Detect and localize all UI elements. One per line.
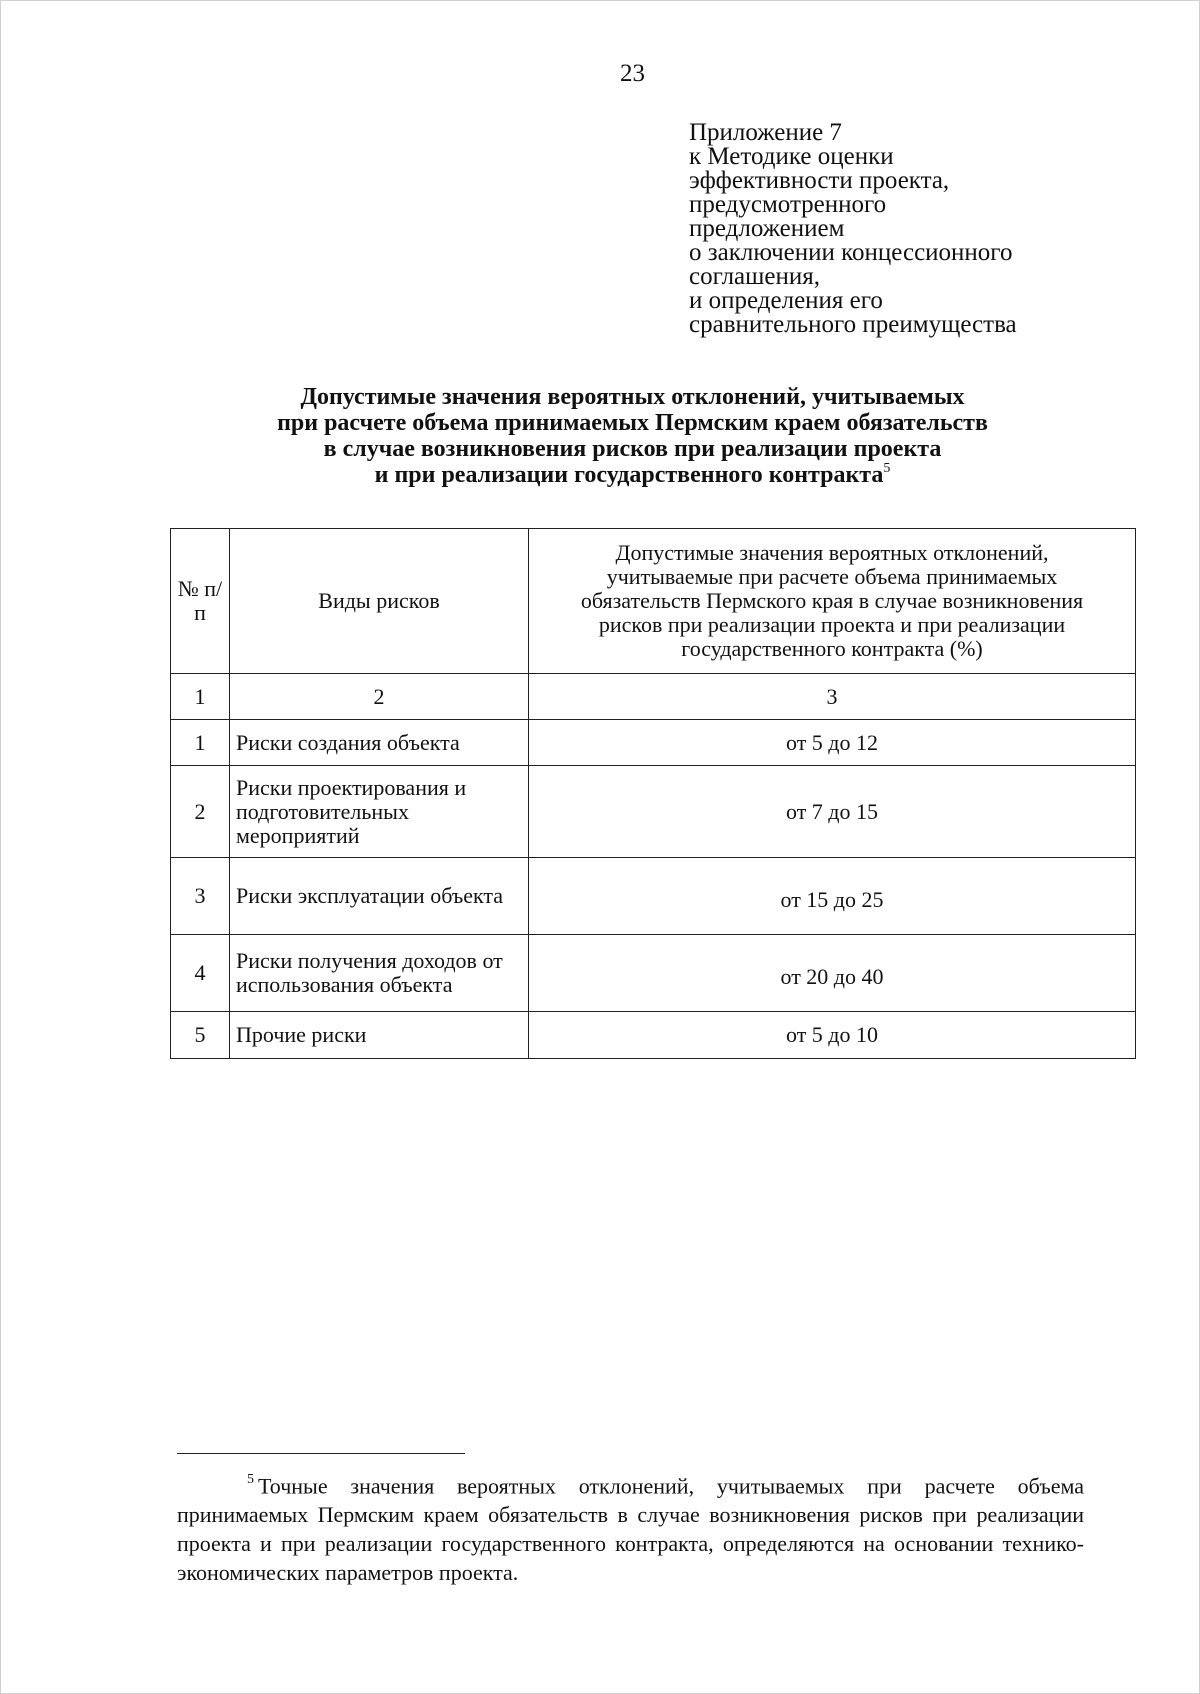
footnote	[177, 1467, 1084, 1587]
row-num: 2	[171, 766, 230, 858]
title-line: в случае возникновения рисков при реализации проекта	[323, 436, 942, 462]
title-line: при расчете объема принимаемых Пермским краем обязательств	[277, 410, 988, 436]
annex-line: предусмотренного	[689, 191, 887, 218]
row-num: 5	[171, 1012, 230, 1059]
document-title	[0, 384, 1200, 488]
row-num: 4	[171, 935, 230, 1012]
risk-table	[170, 528, 1136, 1059]
row-kind: Риски проектирования и подготовительных мероприятий	[230, 766, 529, 858]
row-value: от 15 до 25	[529, 858, 1136, 935]
footnote-text: Точные значения вероятных отклонений, учитываемых при расчете объема принимаемых Пермским краем обязательств в случае возникновения рисков при реализации проекта и при реализации государственного контракта, определяются на основании технико-экономических параметров проекта.	[177, 1473, 1084, 1586]
row-kind: Риски создания объекта	[230, 720, 529, 766]
row-value: от 5 до 10	[529, 1012, 1136, 1059]
table-row	[171, 935, 1136, 1012]
table-row	[171, 766, 1136, 858]
annex-line: предложением	[689, 215, 845, 242]
annex-line: эффективности проекта,	[689, 167, 950, 194]
row-kind: Риски эксплуатации объекта	[230, 858, 529, 935]
row-value: от 5 до 12	[529, 720, 1136, 766]
title-line: и при реализации государственного контракта	[374, 462, 884, 488]
row-value: от 20 до 40	[529, 935, 1136, 1012]
header-value: Допустимые значения вероятных отклонений, учитываемые при расчете объема принимаемых обязательств Пермского края в случае возникновения рисков при реализации проекта и при реализации государственного контракта (%)	[529, 529, 1136, 674]
row-kind: Риски получения доходов от использования объекта	[230, 935, 529, 1012]
footnote-mark: 5	[247, 1472, 254, 1487]
annex-line: о заключении концессионного	[689, 239, 1013, 266]
annex-line: сравнительного преимущества	[689, 311, 1017, 338]
footnote-separator	[177, 1453, 465, 1454]
column-number: 2	[230, 674, 529, 720]
table-row	[171, 720, 1136, 766]
title-line: Допустимые значения вероятных отклонений, учитываемых	[300, 384, 965, 410]
page-number: 23	[620, 60, 645, 87]
row-kind: Прочие риски	[230, 1012, 529, 1059]
annex-heading	[689, 121, 1017, 337]
title-line-last	[0, 462, 1200, 488]
annex-line: Приложение 7	[689, 119, 842, 146]
annex-line: и определения его	[689, 287, 883, 314]
annex-line: соглашения,	[689, 263, 821, 290]
table-header-row	[171, 529, 1136, 674]
table-row	[171, 1012, 1136, 1059]
column-number: 3	[529, 674, 1136, 720]
annex-line: к Методике оценки	[689, 143, 894, 170]
row-num: 1	[171, 720, 230, 766]
column-number-row	[171, 674, 1136, 720]
table-row	[171, 858, 1136, 935]
row-num: 3	[171, 858, 230, 935]
column-number: 1	[171, 674, 230, 720]
header-kind: Виды рисков	[230, 529, 529, 674]
row-value: от 7 до 15	[529, 766, 1136, 858]
title-footnote-mark: 5	[883, 461, 891, 476]
header-num: № п/п	[171, 529, 230, 674]
